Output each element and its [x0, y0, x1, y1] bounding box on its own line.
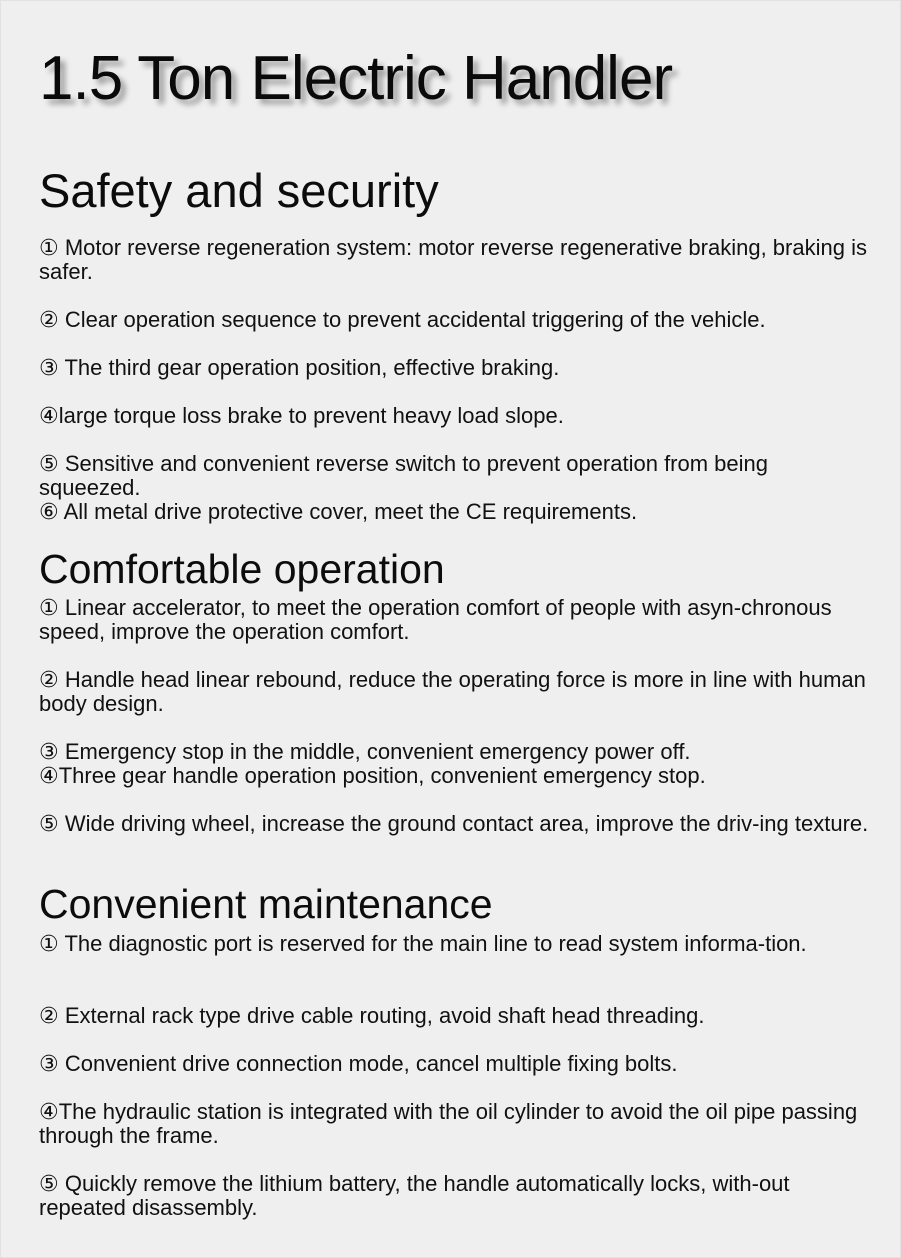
maintenance-item-4: ④The hydraulic station is integrated with the oil cylinder to avoid the oil pipe passing through the frame. — [39, 1099, 858, 1148]
safety-item-5: ⑤ Sensitive and convenient reverse switch to prevent operation from being squeezed. — [39, 451, 769, 500]
safety-item-1: ① Motor reverse regeneration system: motor reverse regenerative braking, braking is safer. — [39, 235, 867, 284]
section-heading-maintenance: Convenient maintenance — [39, 881, 493, 927]
comfort-item-1: ① Linear accelerator, to meet the operation comfort of people with asyn-chronous speed, improve the operation comfort. — [39, 595, 832, 644]
page-title: 1.5 Ton Electric Handler — [39, 44, 673, 113]
maintenance-item-3: ③ Convenient drive connection mode, cancel multiple fixing bolts. — [39, 1051, 678, 1076]
safety-item-6: ⑥ All metal drive protective cover, meet the CE requirements. — [39, 499, 638, 524]
comfort-item-3: ③ Emergency stop in the middle, convenient emergency power off. — [39, 739, 691, 764]
maintenance-item-2: ② External rack type drive cable routing, avoid shaft head threading. — [39, 1003, 705, 1028]
maintenance-item-5: ⑤ Quickly remove the lithium battery, the handle automatically locks, with-out repeated disassembly. — [39, 1171, 790, 1220]
safety-item-2: ② Clear operation sequence to prevent accidental triggering of the vehicle. — [39, 307, 766, 332]
section-heading-safety: Safety and security — [39, 164, 439, 217]
comfort-item-4: ④Three gear handle operation position, convenient emergency stop. — [39, 763, 706, 788]
maintenance-item-1: ① The diagnostic port is reserved for the main line to read system informa-tion. — [39, 931, 807, 956]
section-heading-comfort: Comfortable operation — [39, 546, 445, 592]
comfort-item-5: ⑤ Wide driving wheel, increase the ground contact area, improve the driv-ing texture. — [39, 811, 869, 836]
safety-item-4: ④large torque loss brake to prevent heavy load slope. — [39, 403, 564, 428]
comfort-item-2: ② Handle head linear rebound, reduce the operating force is more in line with human body design. — [39, 667, 866, 716]
safety-item-3: ③ The third gear operation position, effective braking. — [39, 355, 560, 380]
